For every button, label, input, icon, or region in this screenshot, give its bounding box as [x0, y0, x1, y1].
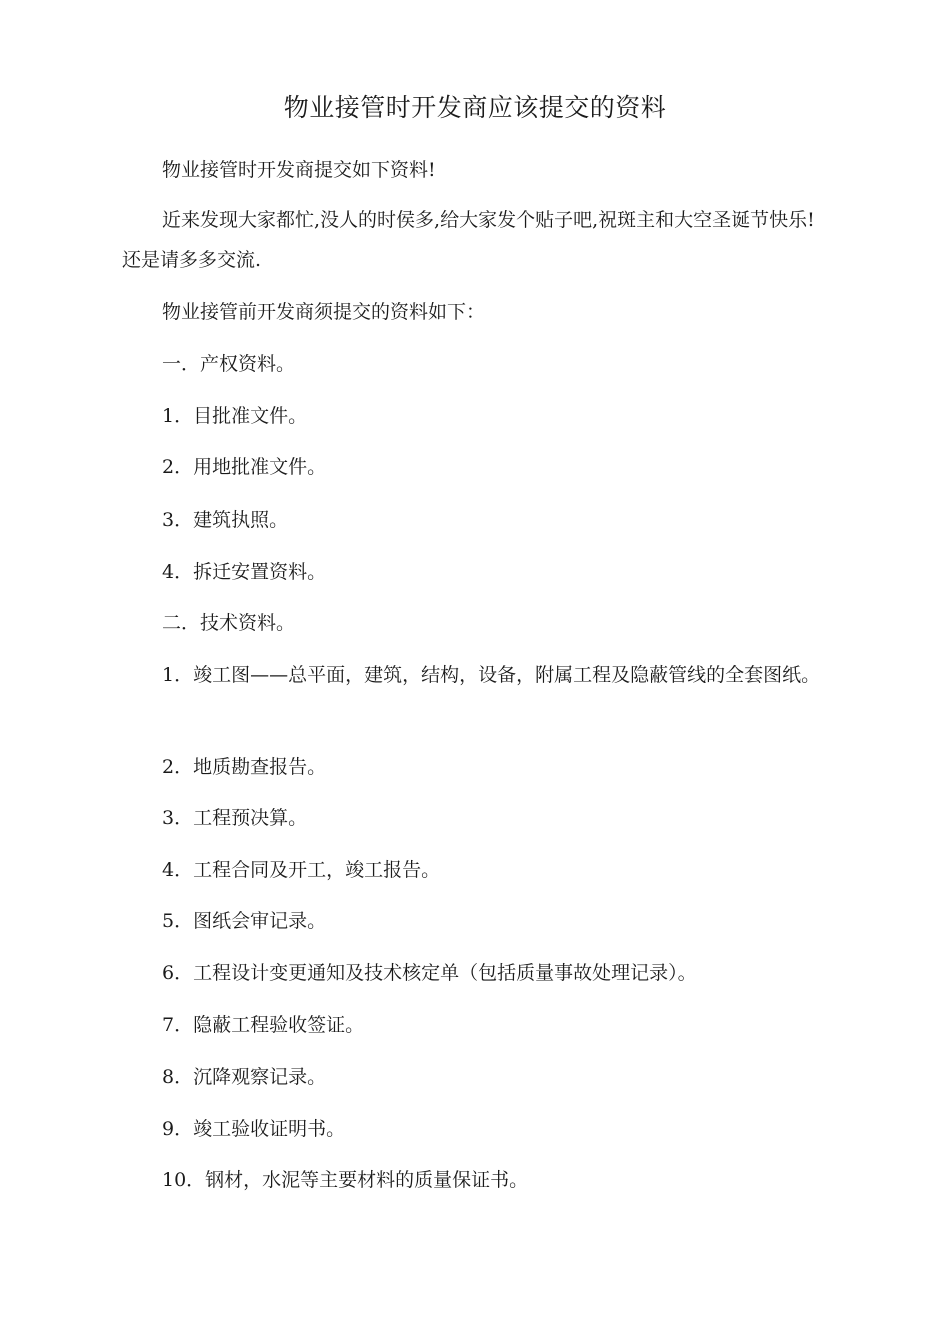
list-item: 5．图纸会审记录。 — [162, 910, 327, 932]
list-item: 2．地质勘查报告。 — [162, 756, 327, 778]
document-title: 物业接管时开发商应该提交的资料 — [283, 93, 667, 122]
list-item: 1．竣工图——总平面，建筑，结构，设备，附属工程及隐蔽管线的全套图纸。 — [162, 664, 821, 686]
section-heading-technical: 二．技术资料。 — [162, 612, 296, 634]
list-item: 8．沉降观察记录。 — [162, 1066, 327, 1088]
list-item: 4．工程合同及开工，竣工报告。 — [162, 859, 441, 881]
list-item: 9．竣工验收证明书。 — [162, 1118, 346, 1140]
paragraph-list-heading: 物业接管前开发商须提交的资料如下： — [162, 301, 486, 323]
list-item: 3．建筑执照。 — [162, 509, 289, 531]
list-item: 1．目批准文件。 — [162, 405, 308, 427]
section-heading-property: 一．产权资料。 — [162, 353, 296, 375]
paragraph-intro: 物业接管时开发商提交如下资料! — [162, 159, 436, 181]
list-item: 4．拆迁安置资料。 — [162, 561, 327, 583]
list-item: 7．隐蔽工程验收签证。 — [162, 1014, 365, 1036]
list-item: 6．工程设计变更通知及技术核定单（包括质量事故处理记录）。 — [162, 962, 697, 984]
list-item: 3．工程预决算。 — [162, 807, 308, 829]
paragraph-greeting: 近来发现大家都忙,没人的时侯多,给大家发个贴子吧,祝斑主和大空圣诞节快乐!还是请多多交流. — [122, 209, 815, 271]
list-item: 2．用地批准文件。 — [162, 456, 327, 478]
list-item: 10．钢材，水泥等主要材料的质量保证书。 — [162, 1169, 529, 1191]
